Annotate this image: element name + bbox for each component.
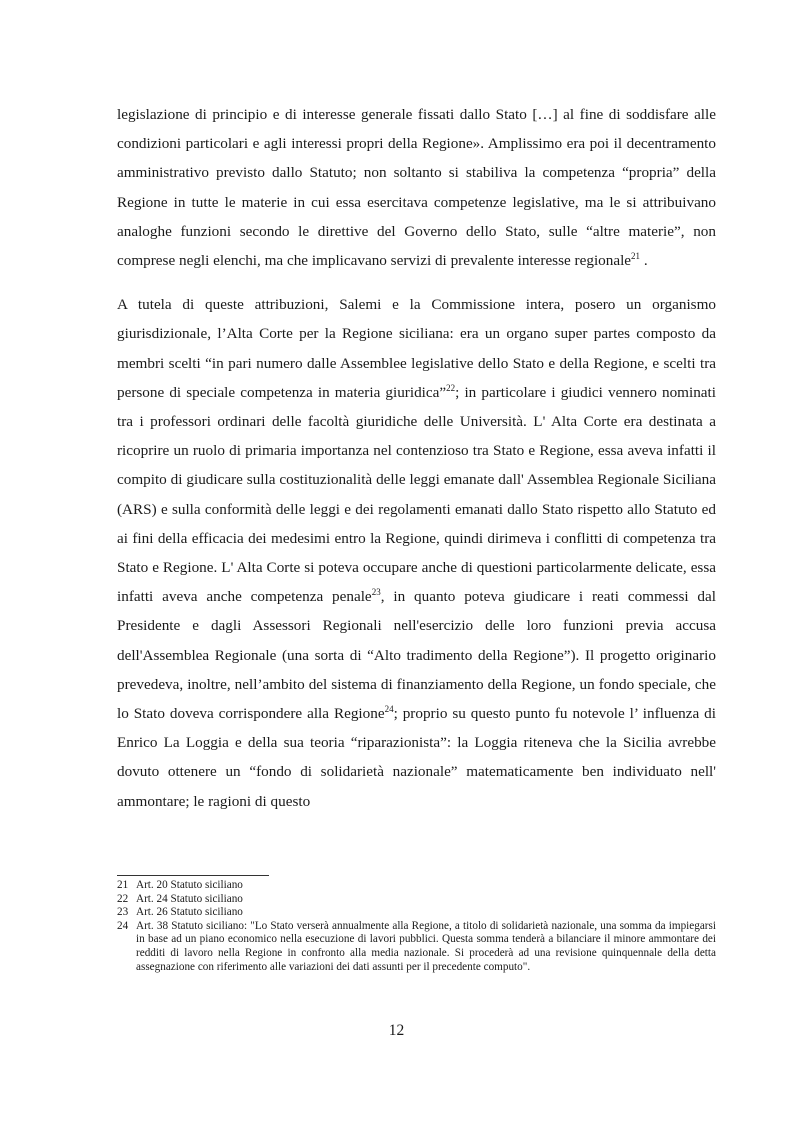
footnote-ref-24[interactable]: 24: [384, 704, 394, 714]
paragraph-end: .: [640, 252, 648, 270]
page-body: [117, 100, 716, 816]
footnote-ref-21[interactable]: 21: [631, 250, 641, 261]
paragraph-segment: ; proprio su questo punto fu notevole l’ influenza di Enrico La Loggia e della sua teoria “riparazionista”: la Loggia riteneva che la Sicilia avrebbe dovuto ottenere un “fondo di solidarietà nazionale” matematicamente ben individuato nell' ammontare; le ragioni di questo: [117, 705, 717, 810]
paragraph-segment: , in quanto poteva giudicare i reati commessi dal Presidente e dagli Assessori Regionali nell'esercizio delle loro funzioni previa accusa dell'Assemblea Regionale (una sorta di “Alto tradimento della Regione”). Il progetto originario prevedeva, inoltre, nell’ambito del sistema di finanziamento della Regione, un fondo speciale, che lo Stato doveva corrispondere alla Regione: [117, 588, 716, 723]
footnote-number: 21: [117, 879, 129, 891]
footnote-separator: [117, 875, 269, 876]
footnote-item: [117, 879, 716, 893]
footnote-text: Art. 20 Statuto siciliano: [136, 879, 243, 891]
footnote-number: 24: [117, 919, 129, 932]
footnotes: [117, 879, 716, 974]
footnote-item: [117, 906, 716, 920]
footnote-item: [117, 920, 716, 974]
paragraph-text: legislazione di principio e di interesse generale fissati dallo Stato […] al fine di soddisfare alle condizioni particolari e agli interessi propri della Regione». Amplissimo era poi il decentramento amministrativo previsto dallo Statuto; non soltanto si stabiliva la competenza “propria” della Regione in tutte le materie in cui essa esercitava competenze legislative, ma le si attribuivano analoghe funzioni secondo le direttive del Governo dello Stato, sulle “altre materie”, non comprese negli elenchi, ma che implicavano servizi di prevalente interesse regionale: [117, 106, 716, 270]
paragraph-segment: A tutela di queste attribuzioni, Salemi e la Commissione intera, posero un organismo giurisdizionale, l’Alta Corte per la Regione siciliana: era un organo super partes composto da membri scelti “in pari numero dalle Assemblee legislative dello Stato e della Regione, e scelti tra persone di speciale competenza in materia giuridica”: [117, 296, 716, 401]
footnote-number: 23: [117, 906, 129, 919]
footnote-number: 22: [117, 892, 129, 905]
footnote-ref-23[interactable]: 23: [371, 587, 381, 598]
paragraph-alta-corte: [117, 290, 716, 816]
page-number: 12: [388, 1022, 405, 1039]
paragraph-segment: ; in particolare i giudici vennero nominati tra i professori ordinari delle facoltà giuridiche delle Università. L' Alta Corte era destinata a ricoprire un ruolo di primaria importanza nel contenzioso tra Stato e Regione, essa aveva infatti il compito di giudicare sulla costituzionalità delle leggi emanate dall' Assemblea Regionale Siciliana (ARS) e sulla conformità delle leggi e dei regolamenti emanati dallo Stato rispetto allo Statuto ed ai fini della efficacia dei medesimi entro la Regione, quindi dirimeva i conflitti di competenza tra Stato e Regione. L' Alta Corte si poteva occupare anche di questioni particolarmente delicate, essa infatti aveva anche competenza penale: [117, 383, 716, 606]
paragraph-continuation: [117, 100, 716, 275]
footnote-text: Art. 26 Statuto siciliano: [136, 906, 243, 919]
footnote-ref-22[interactable]: 22: [446, 382, 456, 393]
footnote-item: [117, 893, 716, 907]
footnote-text: Art. 24 Statuto siciliano: [136, 892, 243, 905]
footnote-text: Art. 38 Statuto siciliano: "Lo Stato verserà annualmente alla Regione, a titolo di solidarietà nazionale, una somma da impiegarsi in base ad un piano economico nella esecuzione di lavori pubblici. Questa somma tenderà a bilanciare il minore ammontare dei redditi di lavoro nella Regione in confronto alla media nazionale. Si procederà ad una revisione quinquennale della detta assegnazione con riferimento alle variazioni dei dati assunti per il precedente computo".: [136, 919, 716, 973]
